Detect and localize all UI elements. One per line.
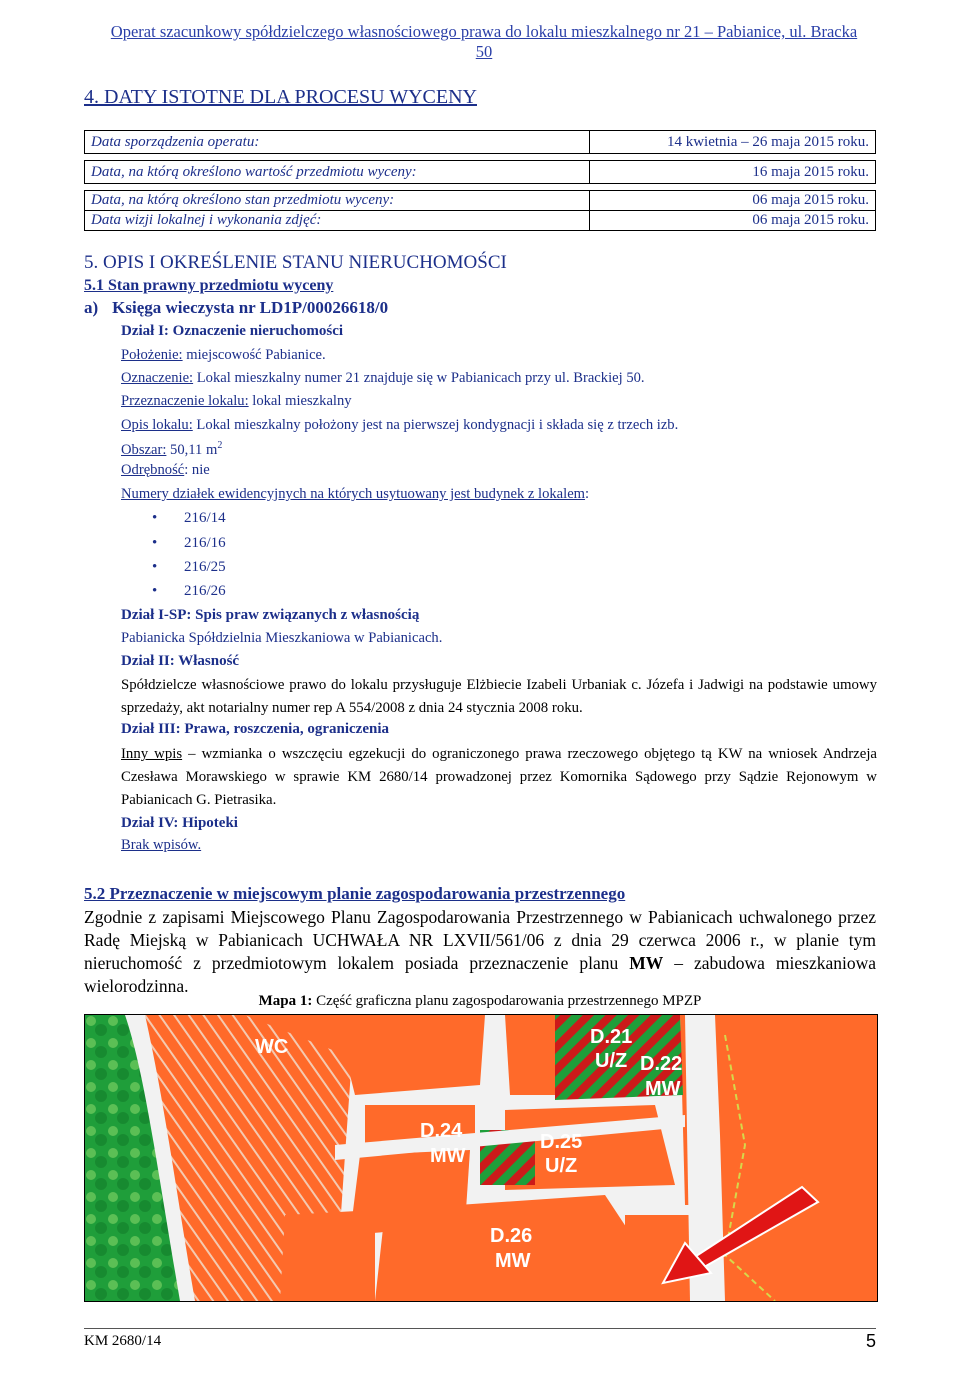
obszar-value: 50,11 m: [166, 441, 218, 458]
dates-value: 06 maja 2015 roku.: [590, 191, 876, 211]
przeznaczenie-value: lokal mieszkalny: [248, 393, 352, 409]
dates-label: Data sporządzenia operatu:: [85, 131, 590, 154]
map-caption: [0, 993, 960, 1010]
map-caption-text: Część graficzna planu zagospodarowania przestrzennego MPZP: [312, 993, 702, 1009]
dzial3-label: Inny wpis: [121, 746, 183, 762]
dates-value: 14 kwietnia – 26 maja 2015 roku.: [590, 131, 876, 154]
section52-text-a: Zgodnie z zapisami Miejscowego Planu Zagospodarowania Przestrzennego w Pabianicach uchwalonego przez Radę Miejską w Pabianicach UCHWAŁA NR LXVII/561/06 z dnia 29 czerwca 2006 r., w planie tym nieruchomość z przedmiotowym lokalem posiada przeznaczenie planu: [84, 907, 876, 973]
dates-value: 06 maja 2015 roku.: [590, 211, 876, 231]
dzial4-text: Brak wpisów.: [121, 837, 202, 853]
dates-label: Data wizji lokalnej i wykonania zdjęć:: [85, 211, 590, 231]
section51-title: 5.1 Stan prawny przedmiotu wyceny: [84, 277, 334, 294]
land-register-text: Księga wieczysta nr LD1P/00026618/0: [112, 298, 389, 317]
opis-label: Opis lokalu:: [121, 417, 193, 433]
list-letter: a): [84, 298, 99, 317]
dzial3-text: [121, 743, 877, 812]
section4-title: 4. DATY ISTOTNE DLA PROCESU WYCENY: [84, 86, 477, 108]
list-item: • 216/26: [154, 583, 226, 600]
section52-text-b: – zabudowa mieszkaniowa wielorodzinna.: [84, 953, 877, 996]
dates-value: 16 maja 2015 roku.: [590, 161, 876, 184]
land-register-number: [84, 298, 388, 318]
dates-label: Data, na którą określono wartość przedmiotu wyceny:: [85, 161, 590, 184]
oznaczenie-value: Lokal mieszkalny numer 21 znajduje się w Pabianicach przy ul. Brackiej 50.: [193, 370, 645, 386]
dates-row: [85, 191, 876, 211]
przeznaczenie-label: Przeznaczenie lokalu:: [121, 393, 249, 409]
oznaczenie-line: [121, 370, 645, 387]
dzial1-heading: Dział I: Oznaczenie nieruchomości: [121, 323, 344, 339]
map-label-d21b: U/Z: [595, 1050, 628, 1072]
footer-case-number: KM 2680/14: [84, 1333, 162, 1349]
page-number: 5: [865, 1331, 876, 1351]
map-label-d24b: MW: [430, 1145, 466, 1167]
map-label-wc: WC: [255, 1036, 289, 1058]
section5-title: 5. OPIS I OKREŚLENIE STANU NIERUCHOMOŚCI: [84, 252, 507, 273]
oznaczenie-label: Oznaczenie:: [121, 370, 194, 386]
odrebnosc-label: Odrębność: [121, 462, 185, 478]
dates-table: [84, 130, 876, 231]
header-line2: 50: [475, 42, 493, 61]
map-label-d22: D.22: [640, 1053, 683, 1075]
dzial1sp-heading: Dział I-SP: Spis praw związanych z własnością: [121, 607, 420, 623]
map-label-d25: D.25: [540, 1131, 583, 1153]
section52-mw: MW: [629, 953, 664, 973]
dzialki-colon: :: [585, 486, 590, 502]
list-item: • 216/25: [154, 559, 226, 576]
running-header: [84, 22, 884, 62]
dzial4-heading: Dział IV: Hipoteki: [121, 815, 238, 831]
map-caption-label: Mapa 1:: [258, 993, 313, 1009]
section52-title: 5.2 Przeznaczenie w miejscowym planie zagospodarowania przestrzennego: [84, 884, 626, 903]
section52-paragraph: [84, 906, 876, 998]
polozenie-label: Położenie:: [121, 347, 183, 363]
dates-row: [85, 161, 876, 184]
odrebnosc-line: [121, 462, 210, 479]
header-line1: Operat szacunkowy spółdzielczego własnościowego prawa do lokalu mieszkalnego nr 21 – Pabianice, ul. Bracka: [110, 22, 858, 41]
opis-value: Lokal mieszkalny położony jest na pierwszej kondygnacji i składa się z trzech izb.: [192, 417, 679, 433]
list-item: • 216/16: [154, 535, 226, 552]
map-label-d26: D.26: [490, 1225, 533, 1247]
obszar-sup: 2: [217, 440, 223, 451]
map-label-d22b: MW: [645, 1078, 681, 1100]
polozenie-line: [121, 347, 326, 364]
dzial3-body: – wzmianka o wszczęciu egzekucji do ograniczonego prawa rzeczowego objętego tą KW na wniosek Andrzeja Czesława Morawskiego w sprawie KM 2680/14 prowadzonej przez Komornika Sądowego przy Sądzie Rejonowym w Pabianicach G. Pietrasika.: [121, 746, 877, 808]
list-item: • 216/14: [154, 510, 226, 527]
map-label-d25b: U/Z: [545, 1155, 578, 1177]
dates-row: [85, 211, 876, 231]
map-label-d21: D.21: [590, 1026, 633, 1048]
zoning-map: [84, 1014, 878, 1302]
dzial2-heading: Dział II: Własność: [121, 653, 240, 669]
dates-row: [85, 131, 876, 154]
odrebnosc-value: : nie: [184, 462, 210, 478]
przeznaczenie-line: [121, 393, 352, 410]
dzialki-label: Numery działek ewidencyjnych na których usytuowany jest budynek z lokalem: [121, 486, 586, 502]
dzialki-line: [121, 486, 589, 503]
map-label-d24: D.24: [420, 1120, 463, 1142]
dzial1sp-text: Pabianicka Spółdzielnia Mieszkaniowa w Pabianicach.: [121, 630, 443, 646]
opis-line: [121, 417, 678, 434]
page-footer: [84, 1328, 876, 1351]
obszar-line: [121, 440, 222, 459]
dzial2-text: Spółdzielcze własnościowe prawo do lokalu przysługuje Elżbiecie Izabeli Urbaniak c. Józefa i Jadwigi na podstawie umowy sprzedaży, akt notarialny numer rep A 554/2008 z dnia 24 stycznia 2008 roku.: [121, 677, 877, 716]
map-label-d26b: MW: [495, 1250, 531, 1272]
dates-label: Data, na którą określono stan przedmiotu wyceny:: [85, 191, 590, 211]
dzial3-heading: Dział III: Prawa, roszczenia, ograniczenia: [121, 721, 390, 737]
polozenie-value: miejscowość Pabianice.: [182, 347, 326, 363]
obszar-label: Obszar:: [121, 441, 167, 458]
